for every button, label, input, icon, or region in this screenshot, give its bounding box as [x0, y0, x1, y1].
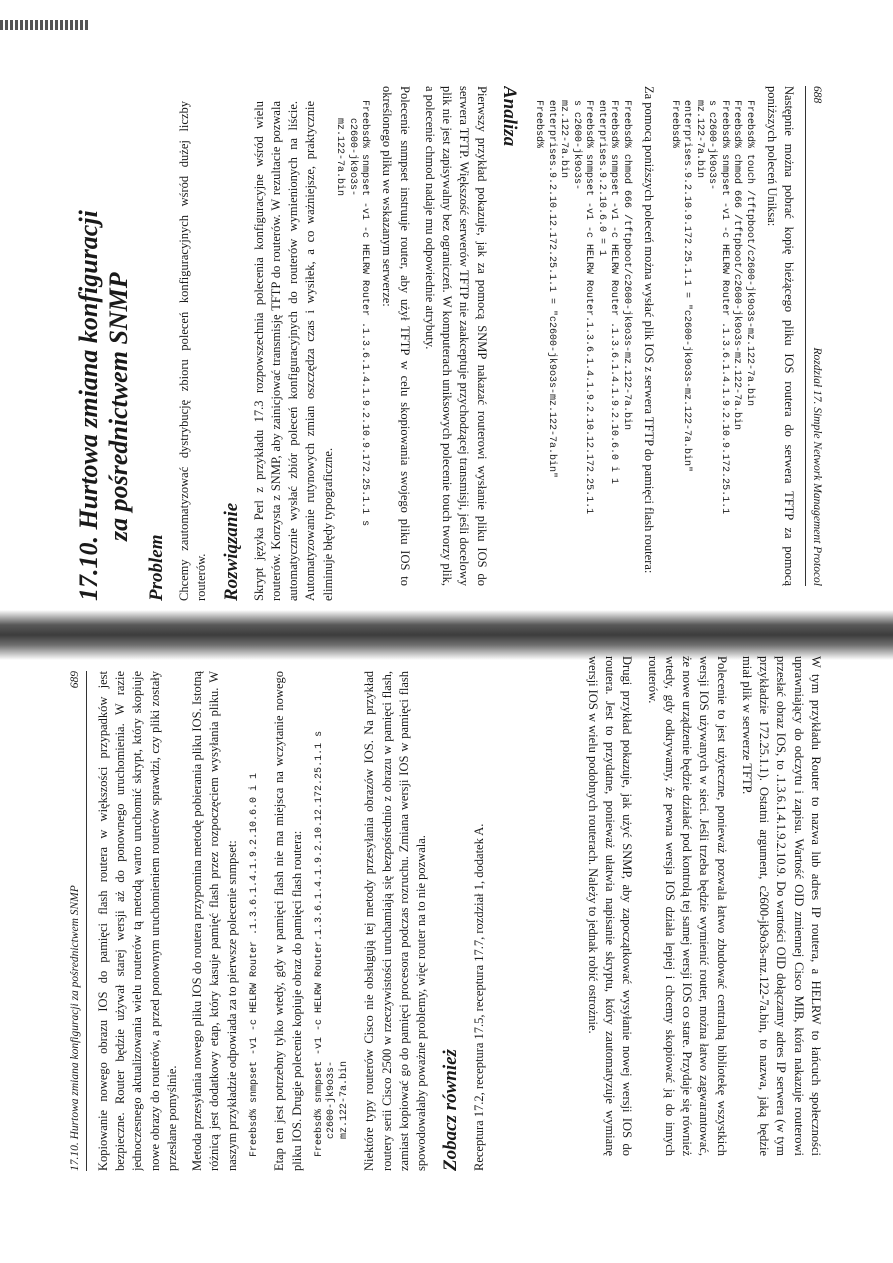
page-689-column-2	[68, 101, 828, 601]
section-heading: Zobacz również	[440, 1049, 462, 1171]
scan-artifact	[0, 20, 90, 30]
page-number: 688	[811, 86, 823, 104]
running-head	[68, 671, 87, 1171]
section-heading: Rozwiązanie	[220, 502, 242, 601]
paragraph: Skrypt języka Perl z przykładu 17.3 rozpowszechnia polecenia konfiguracyjne wśród wielu routerów. Korzysta z SNMP, aby zainicjować transmisję TFTP do routerów. W rezultacie pozwala automatycznie wysłać zbiór poleceń konfiguracyjnych do routerów wymienionych na liście. Automatyzowanie rutynowych zmian oszczędza czas i wysiłek, a co ważniejsze, praktycznie eliminuje błędy typograficzne.	[251, 101, 335, 601]
code-block: Freebsd% snmpset -v1 -c HELRW Router.1.3.6.1.4.1.9.2.10.12.172.25.1.1 s c2600-jk9o3s- mz.122-7a.bin	[313, 730, 350, 1157]
section-heading: Problem	[145, 534, 167, 601]
code-block: Freebsd% snmpset -v1 -c HELRW Router .1.3.6.1.4.1.9.2.10.6.0 i 1	[248, 772, 260, 1157]
code-block: Freebsd% touch /tftpboot/c2600-jk9o3s-mz.122-7a.bin Freebsd% chmod 666 /tftpboot/c2600-jk9o3s-mz.122-7a.bin Freebsd% snmpset -v1 -c HELRW Router .1.3.6.1.4.1.9.2.10.9.172.25.1.1 s c2600-jk9o3s- mz.122-7a.bin enterprises.9.2.10.9.172.25.1.1 = "c2600-jk9o3s-mz.122-7a.bin" Freebsd%	[668, 100, 755, 515]
paragraph: Receptura 17.2, receptura 17.5, receptura 17.7, rozdział 1, dodatek A.	[471, 823, 486, 1171]
paragraph: Niektóre typy routerów Cisco nie obsługują tej metody przesyłania obrazów IOS. Na przykład routery serii Cisco 2500 w rzeczywistości uruchamiają się bezpośrednio z obrazu w pamięci flash, zamiast kopiować go do pamięci procesora podczas rozruchu. Zmiana wersji IOS w pamięci flash spowodowałaby poważne problemy, więc router na to nie pozwala.	[362, 671, 429, 1171]
paragraph: Następnie można pobrać kopię bieżącego pliku IOS routera do serwera TFTP za pomocą poniższych poleceń Uniksa:	[764, 86, 797, 586]
paragraph: Polecenie to jest użyteczne, ponieważ pozwala łatwo zbudować centralną bibliotekę wszystkich wersji IOS używanych w sieci. Jeśli trzeba będzie wymienić router, można łatwo zagwarantować, że nowe urządzenie będzie działać pod kontrolą tej samej wersji IOS co stare. Przydaje się również wtedy, gdy odkrywamy, że pewna wersja IOS działa lepiej i chcemy skopiować ją do innych routerów.	[645, 656, 729, 1156]
paragraph: Pierwszy przykład pokazuje, jak za pomocą SNMP nakazać routerowi wysłanie pliku IOS do serwera TFTP. Większość serwerów TFTP nie zaakceptuje przychodzącej transmisji, jeśli docelowy plik nie jest zapisywalny bez ograniczeń. W komputerach uniksowych polecenie touch tworzy plik, a polecenie chmod nadaje mu odpowiednie atrybuty.	[422, 86, 489, 586]
paragraph: Drugi przykład pokazuje, jak użyć SNMP, aby zapoczątkować wysyłanie nowej wersji IOS do routera. Jest to przydatne, ponieważ ułatwia napisanie skryptu, który zautomatyzuje wymianę wersji IOS w wielu podobnych routerach. Należy to jednak robić ostrożnie.	[586, 656, 635, 1156]
paragraph: W tym przykładu Router to nazwa lub adres IP routera, a HELRW to łańcuch społeczności uprawniający do odczytu i zapisu. Wartość OID zmiennej Cisco MIB, która nakazuje routerowi przesłać obraz IOS, to .1.3.6.1.4.1.9.2.10.9. Do wartości OID dołączamy adres IP serwera (w tym przykładzie 172.25.1.1). Ostatni argument, c2600-jk9o3s-mz.122-7a.bin, to nazwa, jaką będzie miał plik w serwerze TFTP.	[740, 656, 823, 1156]
paragraph: Metoda przesyłania nowego pliku IOS do routera przypomina metodę pobierania pliku IOS. Istotną różnicą jest dodatkowy etap, który kasuje pamięć flash przez rozpoczęciem wysyłania pliku. W naszym przykładzie odpowiada za to pierwsze polecenie snmpset:	[190, 671, 239, 1171]
page-689	[46, 36, 846, 1226]
code-block: Freebsd% chmod 666 /tftpboot/c2600-jk9o3s-mz.122-7a.bin Freebsd% snmpset -v1 -c HELRW Router .1.3.6.1.4.1.9.2.10.6.0 i 1 enterprises.9.2.10.6.0 = 1 Freebsd% snmpset -v1 -c HELRW Router.1.3.6.1.4.1.9.2.10.12.172.25.1.1 s c2600-jk9o3s- mz.122-7a.bin enterprises.9.2.10.12.172.25.1.1 = "c2600-jk9o3s-mz.122-7a.bin" Freebsd%	[533, 100, 632, 515]
paragraph: Etap ten jest potrzebny tylko wtedy, gdy w pamięci flash nie ma miejsca na wczytanie nowego pliku IOS. Drugie polecenie kopiuje obraz do pamięci flash routera:	[272, 671, 304, 1171]
page-number: 689	[69, 671, 81, 689]
paragraph: Chcemy zautomatyzować dystrybucję zbioru poleceń konfiguracyjnych wśród dużej liczby routerów.	[177, 101, 209, 601]
recipe-title: 17.10. Hurtowa zmiana konfiguracji za pośrednictwem SNMP	[74, 210, 133, 601]
chapter-header: Rozdział 17. Simple Network Management Protocol	[811, 347, 823, 586]
code-block: Freebsd% snmpset -v1 -c HELRW Router .1.3.6.1.4.1.9.2.10.9.172.25.1.1 s c2600-jk9o3s- mz.122-7a.bin	[334, 100, 371, 527]
paragraph: Kopiowanie nowego obrazu IOS do pamięci flash routera w większości przypadków jest bezpieczne. Router będzie używał starej wersji aż do ponownego uruchomienia. W razie jednoczesnego aktualizowania wielu routerów tą metodą warto uruchomić skrypt, który skopiuje nowe obrazy do routerów, a przed ponownym uruchomieniem routerów sprawdzi, czy pliki zostały przesłane pomyślnie.	[95, 671, 179, 1171]
section-heading: Analiza	[498, 86, 520, 147]
paragraph: Za pomocą poniższych poleceń można wysłać plik IOS z serwera TFTP do pamięci flash routera:	[642, 86, 657, 574]
page-689-column-1	[68, 671, 828, 1171]
chapter-header: 17.10. Hurtowa zmiana konfiguracji za pośrednictwem SNMP	[69, 885, 81, 1171]
paragraph: Polecenie snmpset instruuje router, aby użył TFTP w celu skopiowania swojego pliku IOS to określonego pliku we wskazanym serwerze:	[380, 86, 412, 586]
